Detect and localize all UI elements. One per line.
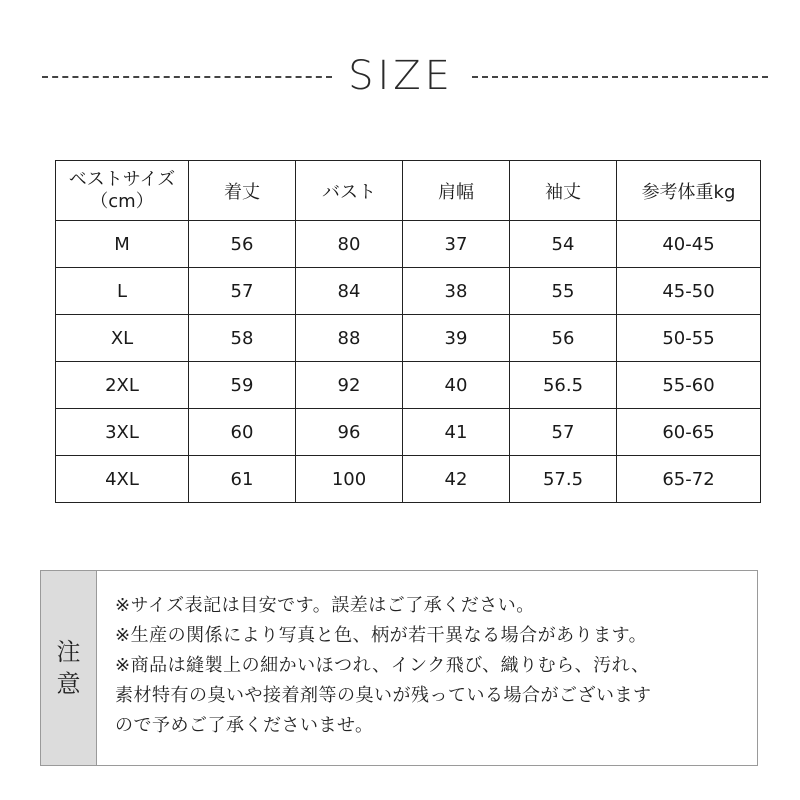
table-row [56,221,761,268]
cell-shoulder: 39 [403,315,510,362]
cell-length: 58 [189,315,296,362]
table-row [56,409,761,456]
notice-line: ので予めご了承くださいませ。 [115,715,374,736]
notice-box [40,570,758,766]
cell-weight: 45-50 [617,268,761,315]
table-row [56,456,761,503]
size-table-header-row [56,161,761,221]
cell-weight: 55-60 [617,362,761,409]
table-row [56,362,761,409]
cell-weight: 65-72 [617,456,761,503]
table-row [56,268,761,315]
header-size [56,161,189,221]
cell-sleeve: 56 [510,315,617,362]
cell-sleeve: 57 [510,409,617,456]
cell-size: L [56,268,189,315]
cell-shoulder: 40 [403,362,510,409]
cell-sleeve: 56.5 [510,362,617,409]
header-sleeve: 袖丈 [510,161,617,221]
notice-label-char-1: 注 [56,638,81,666]
cell-shoulder: 42 [403,456,510,503]
cell-sleeve: 54 [510,221,617,268]
cell-bust: 84 [296,268,403,315]
header-length: 着丈 [189,161,296,221]
notice-line: ※商品は縫製上の細かいほつれ、インク飛び、織りむら、汚れ、 [115,655,650,676]
cell-size: 3XL [56,409,189,456]
cell-size: 2XL [56,362,189,409]
header-shoulder: 肩幅 [403,161,510,221]
notice-line: ※生産の関係により写真と色、柄が若干異なる場合があります。 [115,625,648,646]
cell-length: 56 [189,221,296,268]
header-size-line2: （cm） [90,190,154,212]
cell-sleeve: 55 [510,268,617,315]
notice-line: 素材特有の臭いや接着剤等の臭いが残っている場合がございます [115,685,652,706]
cell-bust: 80 [296,221,403,268]
title-divider-left [42,76,332,78]
cell-bust: 88 [296,315,403,362]
header-size-line1: ベストサイズ [68,168,176,190]
cell-bust: 92 [296,362,403,409]
header-weight: 参考体重kg [617,161,761,221]
page-title: SIZE [348,53,454,99]
cell-weight: 40-45 [617,221,761,268]
cell-length: 60 [189,409,296,456]
size-table [55,160,761,503]
cell-size: 4XL [56,456,189,503]
cell-bust: 96 [296,409,403,456]
title-divider-right [472,76,768,78]
cell-length: 61 [189,456,296,503]
title-row [0,48,800,104]
cell-shoulder: 38 [403,268,510,315]
notice-body [97,571,757,765]
notice-line: ※サイズ表記は目安です。誤差はご了承ください。 [115,595,535,616]
header-bust: バスト [296,161,403,221]
cell-shoulder: 37 [403,221,510,268]
cell-length: 59 [189,362,296,409]
cell-size: XL [56,315,189,362]
notice-label [41,571,97,765]
cell-size: M [56,221,189,268]
cell-sleeve: 57.5 [510,456,617,503]
notice-label-char-2: 意 [56,670,81,698]
cell-shoulder: 41 [403,409,510,456]
cell-bust: 100 [296,456,403,503]
cell-weight: 50-55 [617,315,761,362]
cell-weight: 60-65 [617,409,761,456]
table-row [56,315,761,362]
cell-length: 57 [189,268,296,315]
